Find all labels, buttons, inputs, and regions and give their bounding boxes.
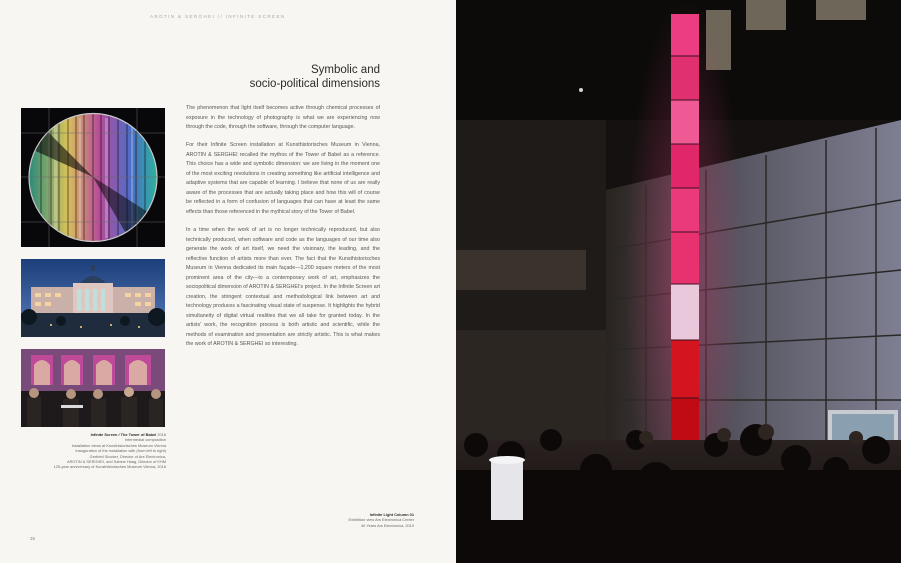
light-column-photo — [456, 0, 901, 563]
tower-of-babel-artwork-image — [21, 108, 165, 247]
caption-line: Inauguration of the installation with (from left to right) — [75, 448, 166, 454]
paragraph-3: In a time when the work of art is no longer technically reproduced, but also technically produced, when software and code as the languages of our time also generate the work of art itself, we need the visionary, the leading, and the reflective function of artists more than ever. The fact that the Kunsthistorisches Museum in Vienna dedicated its main façade—1,200 square meters of the most prominent area of the city—to a contemporary work of art, emphasizes the sociopolitical dimension of AROTIN & SERGHEI's project. In the Infinite Screen art creation, the stringent contextual and methodological link between art and technology produces a fascinating visual state of suspense. It highlights the hybrid simultaneity of digital virtual realities that we all take for granted today. In the artists' work, the recognition process is both artistic and scientific, while the methods of examination and presentation are strictly artistic. This is what makes the work of AROTIN & SERGHEI so interesting. — [186, 227, 380, 348]
caption-title: Infinite Screen / The Tower of Babel — [90, 432, 157, 437]
caption-title: Infinite Light Column 01 — [369, 512, 414, 517]
caption-line: 125-year anniversary of Kunsthistorisches Museum Vienna, 2016 — [53, 464, 166, 470]
article-body — [186, 104, 380, 358]
paragraph-1: The phenomenon that light itself becomes active through chemical processes of exposure in the technology of photography is what we are experiencing now through the code, through the software, through the computer language. — [186, 105, 380, 130]
caption-line: Gerfried Stocker, Director of Ars Electronica, — [89, 453, 166, 459]
caption-line: Exhibition view Ars Electronica Center — [348, 517, 414, 523]
page-number: 36 — [30, 536, 36, 541]
caption-line: 40 Years Ars Electronica, 2019 — [361, 522, 414, 528]
caption-line: Installation views at Kunsthistorisches Museum Vienna — [71, 442, 166, 448]
title-line-2: socio-political dimensions — [249, 77, 380, 90]
inauguration-photo — [21, 349, 165, 427]
caption-year: 2016 — [156, 432, 166, 437]
running-head: AROTIN & SERGHEI // INFINITE SCREEN — [150, 14, 286, 19]
caption-line: AROTIN & SERGHEI, and Sabine Haag, Director of KHM — [66, 459, 166, 465]
paragraph-2: For their Infinite Screen installation at Kunsthistorisches Museum in Vienna, AROTIN & SERGHEI recalled the mythos of the Tower of Babel as a reference. This choice has a wide and symbolic dimension: we are living in the moment one of the most exciting revolutions in creating something like artificial intelligence and adaptive systems that are capable of learning. I believe that none of us are really aware of the processes that are actually taking place and how this will of course be reflected in a form of confusion of languages that can have at least the same effects than those referenced in the mythical story of the Tower of Babel. — [186, 142, 380, 215]
title-line-1: Symbolic and — [310, 64, 380, 76]
left-figure-caption — [20, 432, 166, 470]
caption-line: Intermedial composition — [124, 437, 166, 443]
article-title — [250, 64, 380, 91]
right-figure-caption — [300, 512, 414, 528]
museum-facade-image — [21, 259, 165, 337]
